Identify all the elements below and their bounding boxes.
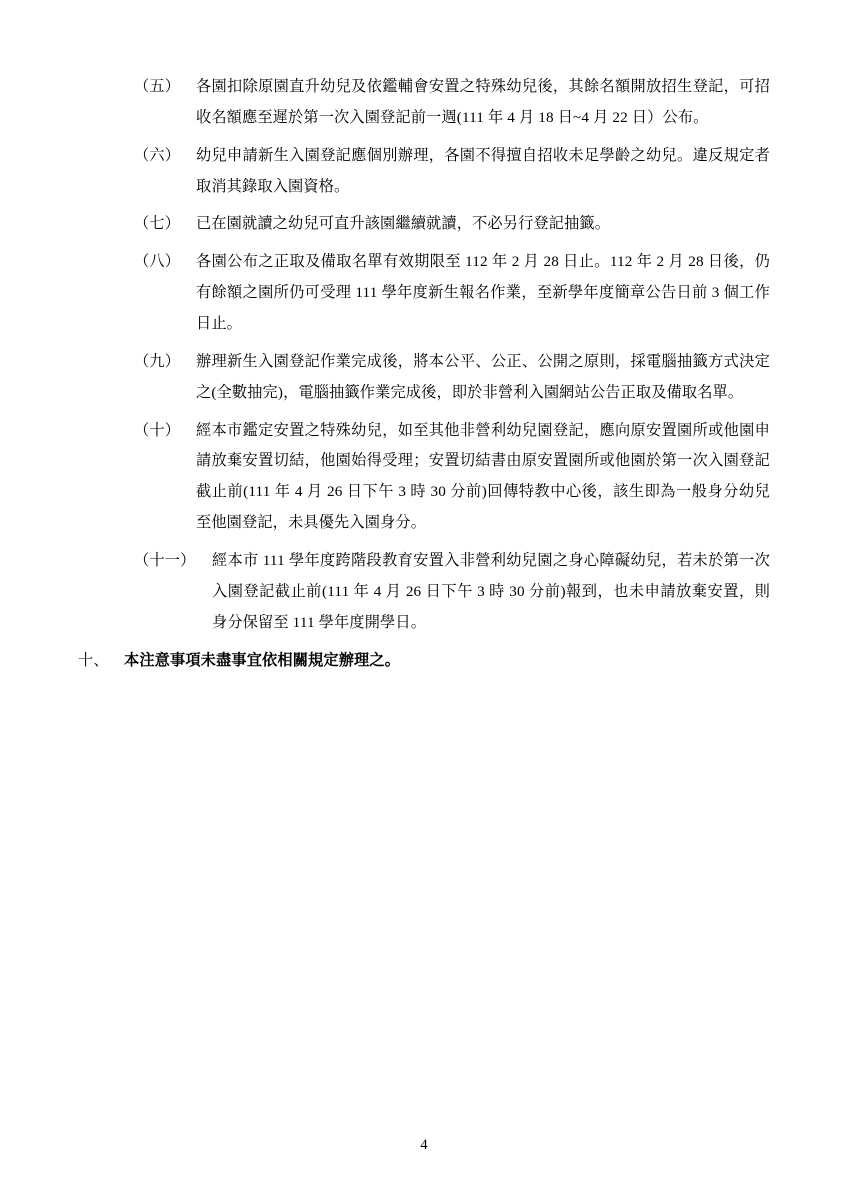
- list-item: [78, 546, 770, 639]
- list-item-marker: （九）: [134, 352, 181, 370]
- list-item-marker: （五）: [134, 78, 181, 95]
- list-item-text: 已在園就讀之幼兒可直升該園繼續就讀，不必另行登記抽籤。: [196, 215, 611, 233]
- list-item: [78, 646, 770, 677]
- page-number: 4: [420, 1137, 428, 1153]
- list-item-marker: 十、: [78, 651, 109, 669]
- list-item: [78, 416, 770, 539]
- list-item-text: 經本市 111 學年度跨階段教育安置入非營利幼兒園之身心障礙幼兒，若未於第一次入園登記截止前(111 年 4 月 26 日下午 3 時 30 分前)報到，也未申請放棄安置，則身分保留至 111 學年度開學日。: [212, 552, 770, 631]
- list-item: [78, 72, 770, 134]
- document-body: [78, 72, 770, 676]
- list-item: [78, 347, 770, 409]
- list-item-text: 經本市鑑定安置之特殊幼兒，如至其他非營利幼兒園登記，應向原安置園所或他園申請放棄安置切結，他園始得受理；安置切結書由原安置園所或他園於第一次入園登記截止前(111 年 4 月 26 日下午 3 時 30 分前)回傳特教中心後，該生即為一般身分幼兒至他園登記，未具優先入園身分。: [196, 421, 770, 532]
- list-item: [78, 209, 770, 240]
- list-item-text: 各園公布之正取及備取名單有效期限至 112 年 2 月 28 日止。112 年 2 月 28 日後，仍有餘額之園所仍可受理 111 學年度新生報名作業，至新學年度簡章公告日前 3 個工作日止。: [196, 253, 770, 333]
- list-item: [78, 141, 770, 203]
- list-item-marker: （十）: [134, 421, 181, 439]
- list-item-marker: （六）: [134, 146, 181, 164]
- list-item-marker: （八）: [134, 253, 181, 271]
- list-item-marker: （七）: [134, 215, 181, 233]
- list-item-text: 幼兒申請新生入園登記應個別辦理，各園不得擅自招收未足學齡之幼兒。違反規定者取消其錄取入園資格。: [196, 146, 770, 195]
- list-item-text: 各園扣除原園直升幼兒及依鑑輔會安置之特殊幼兒後，其餘名額開放招生登記，可招收名額應至遲於第一次入園登記前一週(111 年 4 月 18 日~4 月 22 日）公布。: [196, 78, 770, 126]
- list-item-text: 辦理新生入園登記作業完成後，將本公平、公正、公開之原則，採電腦抽籤方式決定之(全數抽完)，電腦抽籤作業完成後，即於非營利入園網站公告正取及備取名單。: [196, 352, 770, 401]
- list-item: [78, 247, 770, 340]
- list-item-marker: （十一）: [134, 552, 196, 570]
- list-item-text: 本注意事項未盡事宜依相關規定辦理之。: [124, 651, 401, 669]
